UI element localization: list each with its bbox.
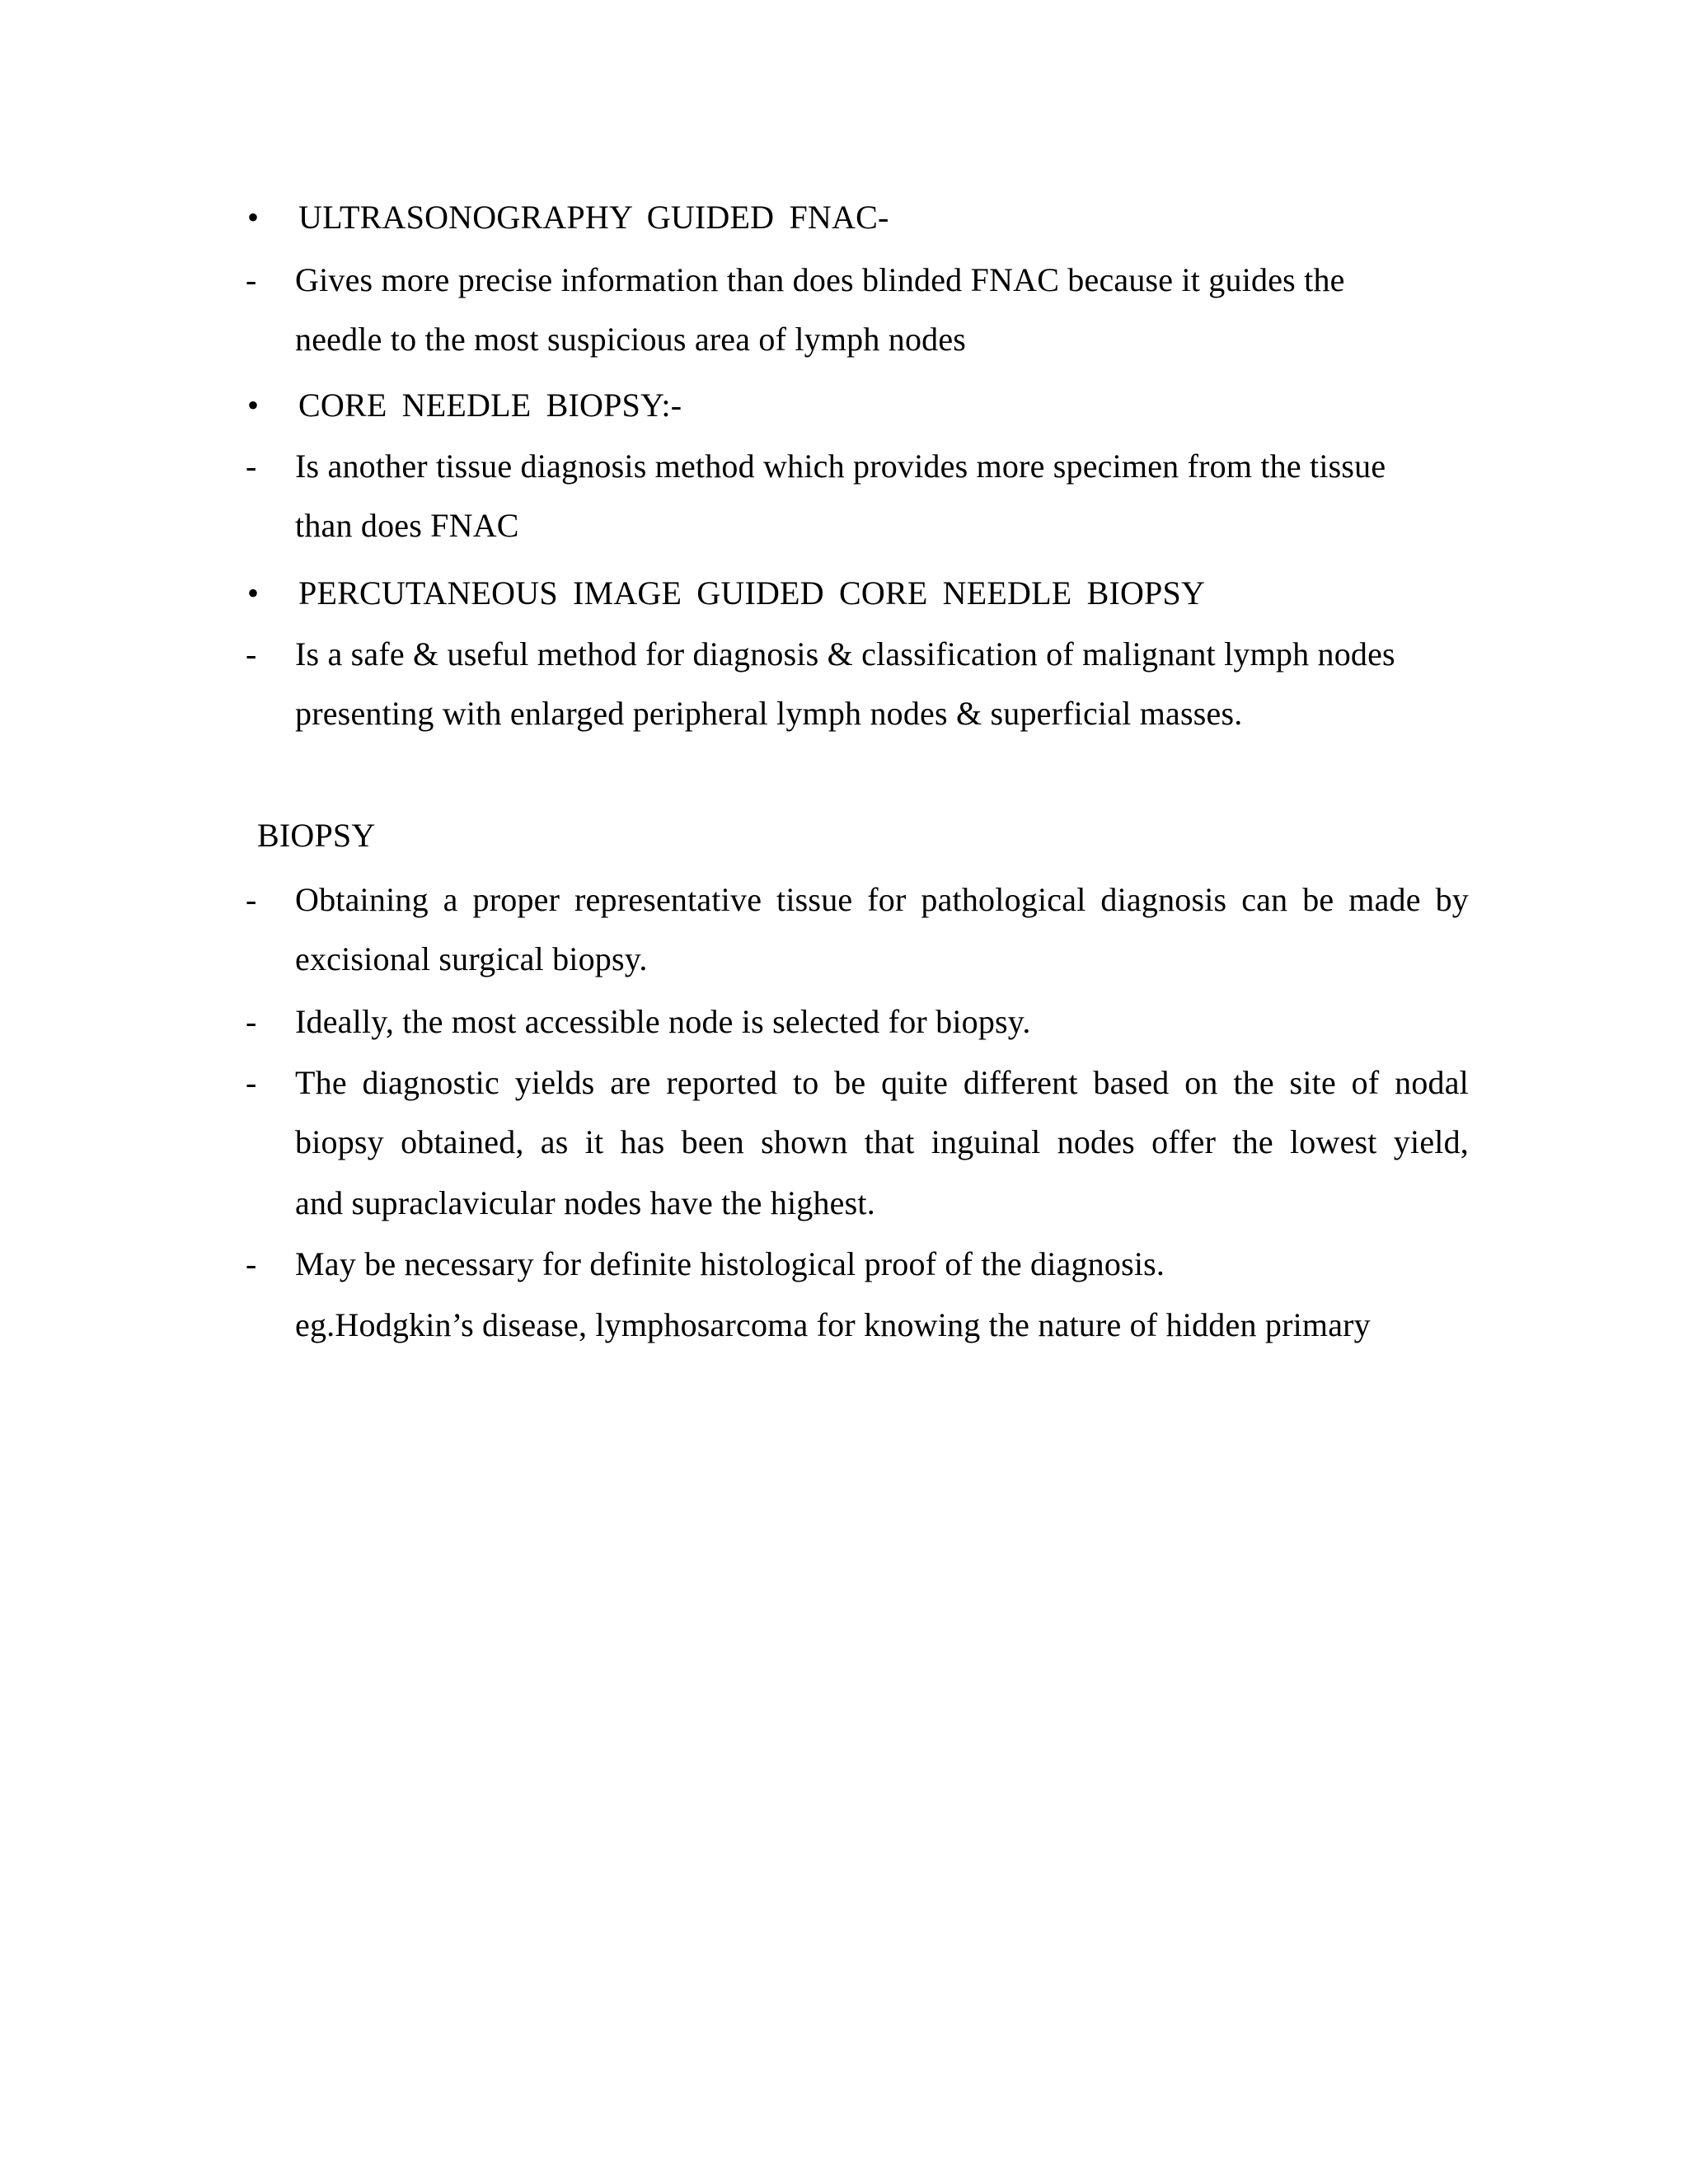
paragraph-line: presenting with enlarged peripheral lymph nodes & superficial masses. <box>295 695 1243 732</box>
paragraph-line: Is another tissue diagnosis method which provides more specimen from the tissue <box>295 448 1386 485</box>
dash-marker: - <box>246 881 257 918</box>
paragraph-line: needle to the most suspicious area of lymph nodes <box>295 321 967 358</box>
heading-ultrasonography-fnac: ULTRASONOGRAPHY GUIDED FNAC- <box>298 199 889 236</box>
bullet-icon: • <box>247 574 260 612</box>
paragraph-line: and supraclavicular nodes have the highest. <box>295 1184 875 1221</box>
bullet-icon: • <box>247 387 260 424</box>
heading-biopsy: BIOPSY <box>257 817 376 854</box>
dash-marker: - <box>246 1003 257 1040</box>
paragraph-line: eg.Hodgkin’s disease, lymphosarcoma for knowing the nature of hidden primary <box>295 1306 1371 1343</box>
paragraph-line: May be necessary for definite histological proof of the diagnosis. <box>295 1245 1165 1282</box>
heading-percutaneous-core-needle-biopsy: PERCUTANEOUS IMAGE GUIDED CORE NEEDLE BIOPSY <box>298 574 1206 612</box>
bullet-icon: • <box>247 199 260 236</box>
dash-marker: - <box>246 1245 257 1282</box>
dash-marker: - <box>246 261 257 298</box>
dash-marker: - <box>246 448 257 485</box>
paragraph-line: Is a safe & useful method for diagnosis & classification of malignant lymph nodes <box>295 635 1395 673</box>
paragraph-line: excisional surgical biopsy. <box>295 940 648 977</box>
dash-marker: - <box>246 1064 257 1101</box>
paragraph-line: Ideally, the most accessible node is selected for biopsy. <box>295 1003 1031 1040</box>
paragraph-line: Gives more precise information than does blinded FNAC because it guides the <box>295 261 1345 298</box>
paragraph-line: biopsy obtained, as it has been shown that inguinal nodes offer the lowest yield, <box>295 1123 1469 1160</box>
paragraph-line: than does FNAC <box>295 507 519 544</box>
heading-core-needle-biopsy: CORE NEEDLE BIOPSY:- <box>298 387 682 424</box>
paragraph-line: The diagnostic yields are reported to be quite different based on the site of nodal <box>295 1064 1469 1101</box>
dash-marker: - <box>246 635 257 673</box>
paragraph-line: Obtaining a proper representative tissue for pathological diagnosis can be made by <box>295 881 1469 918</box>
